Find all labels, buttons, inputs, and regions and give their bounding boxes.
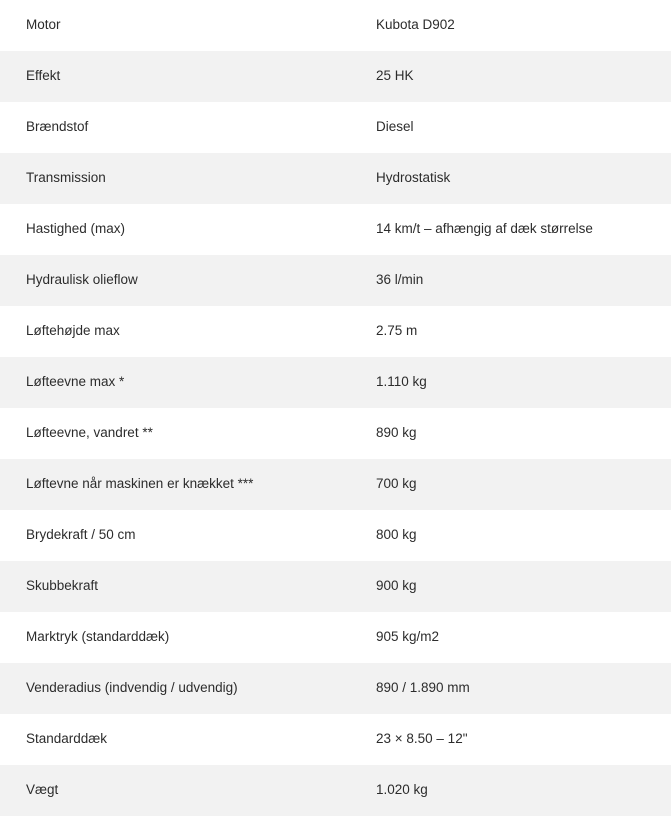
spec-label: Brydekraft / 50 cm (26, 527, 136, 543)
table-row (0, 204, 671, 255)
spec-value: 23 × 8.50 – 12" (376, 731, 468, 747)
spec-value: 2.75 m (376, 323, 418, 339)
table-row (0, 51, 671, 102)
table-row (0, 306, 671, 357)
table-row (0, 408, 671, 459)
table-row (0, 357, 671, 408)
table-row (0, 102, 671, 153)
spec-label: Brændstof (26, 119, 89, 135)
table-row (0, 663, 671, 714)
spec-value: 700 kg (376, 476, 417, 492)
spec-value: Kubota D902 (376, 17, 455, 33)
spec-value: 890 / 1.890 mm (376, 680, 470, 696)
spec-label: Løfteevne max * (26, 374, 125, 390)
spec-label: Vægt (26, 782, 59, 798)
spec-label: Standarddæk (26, 731, 108, 747)
spec-value: 1.110 kg (376, 374, 427, 390)
spec-value: Hydrostatisk (376, 170, 451, 186)
spec-value: 900 kg (376, 578, 417, 594)
spec-label: Hydraulisk olieflow (26, 272, 138, 288)
table-row (0, 714, 671, 765)
spec-value: 36 l/min (376, 272, 424, 288)
spec-label: Løftehøjde max (26, 323, 120, 339)
spec-label: Løftevne når maskinen er knækket *** (26, 476, 254, 492)
spec-value: Diesel (376, 119, 414, 135)
spec-value: 800 kg (376, 527, 417, 543)
spec-label: Hastighed (max) (26, 221, 126, 237)
table-row (0, 153, 671, 204)
spec-label: Skubbekraft (26, 578, 99, 594)
spec-label: Venderadius (indvendig / udvendig) (26, 680, 238, 696)
spec-label: Effekt (26, 68, 61, 84)
spec-value: 25 HK (376, 68, 414, 84)
spec-value: 905 kg/m2 (376, 629, 440, 645)
table-row (0, 765, 671, 816)
spec-label: Marktryk (standarddæk) (26, 629, 170, 645)
spec-value: 1.020 kg (376, 782, 428, 798)
table-row (0, 0, 671, 51)
spec-value: 14 km/t – afhængig af dæk størrelse (376, 221, 593, 237)
table-row (0, 561, 671, 612)
spec-label: Motor (26, 17, 61, 33)
spec-label: Løfteevne, vandret ** (26, 425, 153, 441)
spec-label: Transmission (26, 170, 106, 186)
spec-value: 890 kg (376, 425, 417, 441)
table-row (0, 255, 671, 306)
table-row (0, 510, 671, 561)
table-row (0, 459, 671, 510)
table-row (0, 612, 671, 663)
